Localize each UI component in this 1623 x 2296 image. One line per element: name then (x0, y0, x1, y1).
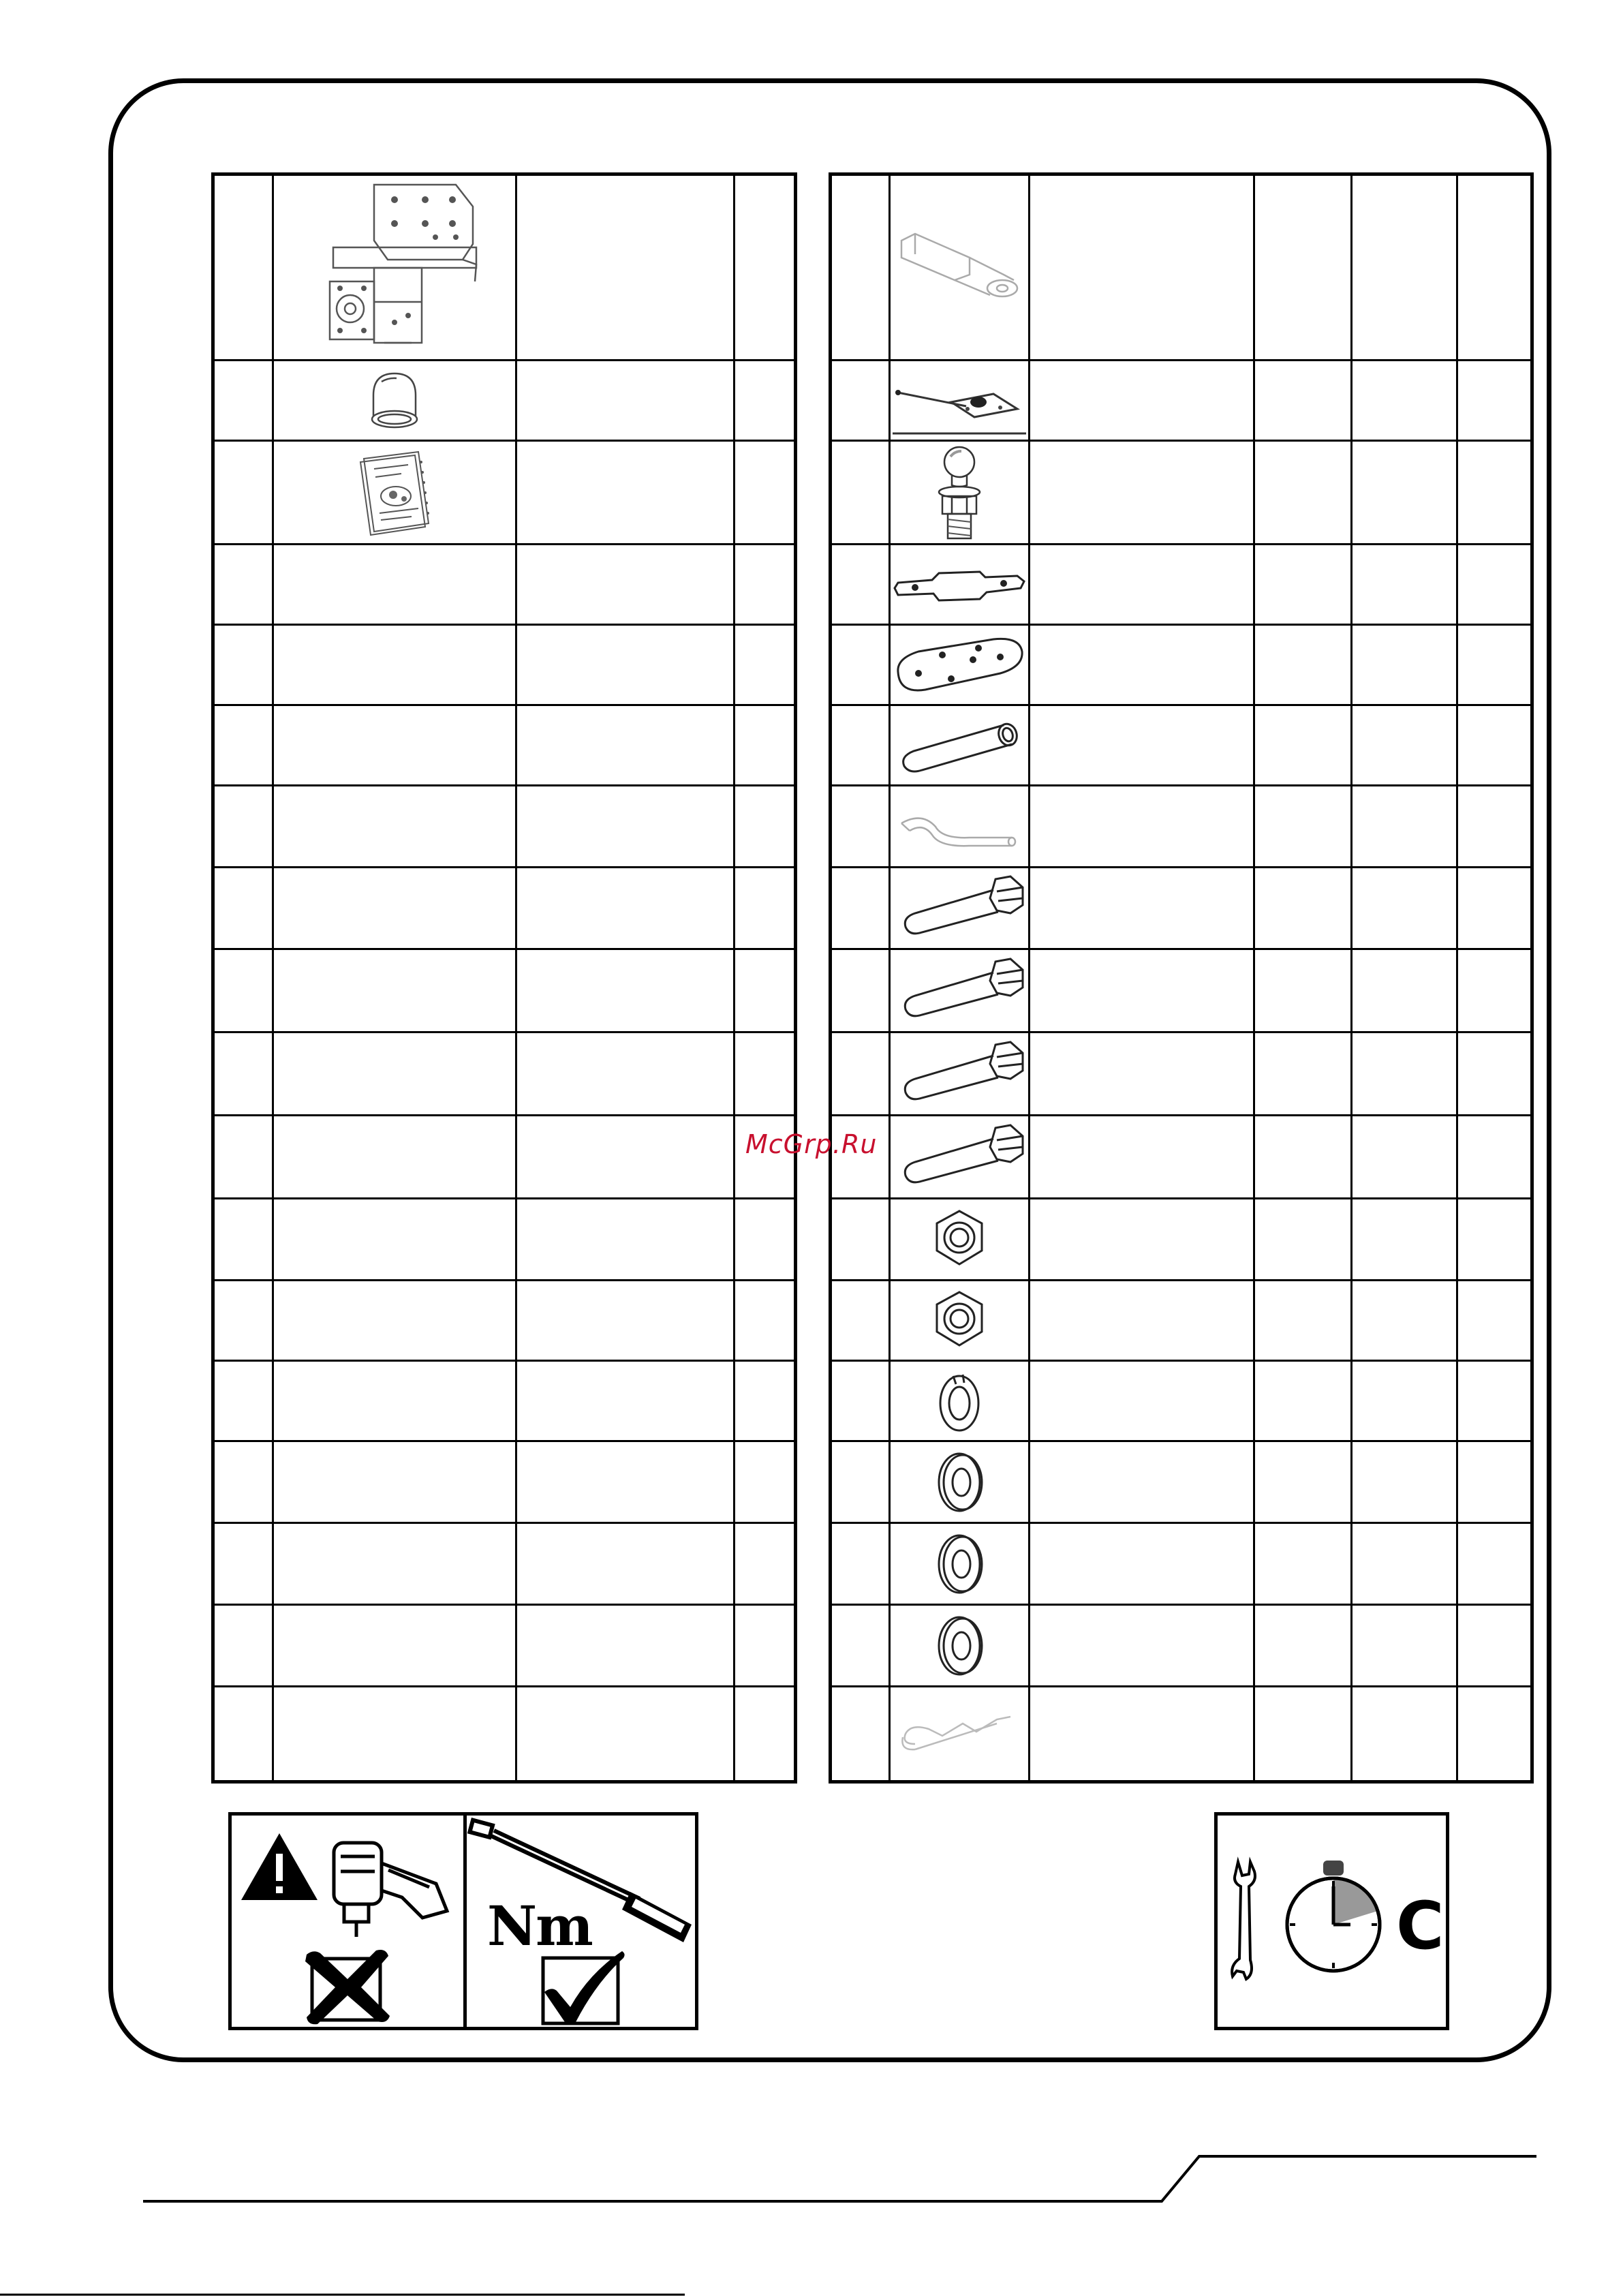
part-description-cell (516, 174, 735, 361)
table-cell (516, 1361, 735, 1441)
table-cell (1254, 949, 1352, 1032)
table-cell (1030, 441, 1254, 545)
table-cell (1457, 1441, 1532, 1523)
warning-triangle-icon (238, 1829, 320, 1904)
table-cell (516, 1523, 735, 1605)
table-cell (273, 625, 516, 705)
table-cell (831, 625, 890, 705)
part-number-cell (831, 174, 890, 361)
spanner-icon (1223, 1856, 1264, 1986)
table-cell (1457, 545, 1532, 625)
tow-ball-icon (922, 443, 997, 542)
table-cell (1030, 868, 1254, 949)
table-cell (273, 1032, 516, 1116)
table-cell (1457, 174, 1532, 361)
lock-nut-icon (929, 1206, 990, 1274)
table-cell (213, 949, 273, 1032)
table-cell (1254, 1605, 1352, 1687)
table-cell (1030, 705, 1254, 786)
table-cell (735, 949, 796, 1032)
table-cell (1457, 625, 1532, 705)
table-cell (831, 1199, 890, 1281)
fitting-time-code: C (1396, 1888, 1444, 1964)
reinforcement-plate-icon (891, 631, 1027, 699)
part-image-cell (890, 949, 1030, 1032)
table-cell (213, 1523, 273, 1605)
table-cell (273, 1281, 516, 1361)
table-cell (735, 1605, 796, 1687)
part-image-cell (890, 1687, 1030, 1782)
table-cell (273, 949, 516, 1032)
table-cell (213, 1605, 273, 1687)
table-cell (1352, 949, 1457, 1032)
table-cell (1457, 1032, 1532, 1116)
instruction-manual-icon (354, 448, 435, 537)
part-description-cell (516, 441, 735, 545)
table-cell (1254, 174, 1352, 361)
table-cell (735, 786, 796, 868)
table-cell (1457, 786, 1532, 868)
table-cell (735, 1032, 796, 1116)
table-cell (735, 1441, 796, 1523)
table-cell (273, 1605, 516, 1687)
table-cell (516, 1116, 735, 1199)
table-row (213, 174, 796, 361)
table-cell (273, 1441, 516, 1523)
table-row (831, 625, 1532, 705)
table-cell (516, 786, 735, 868)
table-cell (273, 1687, 516, 1782)
part-image-cell (890, 1116, 1030, 1199)
table-cell (735, 1361, 796, 1441)
table-cell (1254, 1361, 1352, 1441)
table-row (213, 1032, 796, 1116)
part-description-cell (516, 361, 735, 441)
stopwatch-icon (1282, 1856, 1385, 1979)
table-cell (735, 1523, 796, 1605)
part-image-cell (890, 868, 1030, 949)
table-cell (516, 1605, 735, 1687)
footer-rule (0, 2140, 1623, 2296)
table-cell (1254, 786, 1352, 868)
part-image-cell (890, 1281, 1030, 1361)
table-cell (213, 1441, 273, 1523)
table-cell (1030, 1199, 1254, 1281)
table-cell (831, 1605, 890, 1687)
table-cell (273, 1116, 516, 1199)
flat-washer-icon (929, 1608, 990, 1683)
parts-table-right (829, 172, 1534, 1784)
table-cell (831, 361, 890, 441)
table-row (831, 1032, 1532, 1116)
table-cell (831, 949, 890, 1032)
table-cell (735, 868, 796, 949)
table-cell (831, 786, 890, 868)
table-cell (1254, 1523, 1352, 1605)
part-image-cell (890, 174, 1030, 361)
impact-wrench-panel (232, 1816, 463, 2027)
table-cell (1254, 1116, 1352, 1199)
table-cell (1030, 1605, 1254, 1687)
impact-wrench-icon (313, 1822, 457, 1938)
bent-tube-icon (895, 799, 1024, 854)
tow-bar-frame-icon (292, 179, 497, 356)
table-cell (1457, 1605, 1532, 1687)
table-row (831, 545, 1532, 625)
table-cell (1254, 1199, 1352, 1281)
part-image-cell (890, 1361, 1030, 1441)
part-image-cell (273, 361, 516, 441)
table-cell (831, 1523, 890, 1605)
part-image-cell (890, 1605, 1030, 1687)
table-cell (213, 786, 273, 868)
table-cell (516, 1687, 735, 1782)
hex-bolt-icon (895, 1037, 1024, 1112)
watermark: McGrp.Ru (745, 1129, 878, 1159)
part-image-cell (890, 1032, 1030, 1116)
table-cell (1030, 545, 1254, 625)
table-cell (1030, 1523, 1254, 1605)
table-cell (1254, 545, 1352, 625)
spacer-plate-icon (891, 554, 1027, 615)
table-row (213, 705, 796, 786)
table-row (213, 625, 796, 705)
table-cell (1030, 1281, 1254, 1361)
lock-nut-icon (929, 1287, 990, 1355)
table-cell (516, 1441, 735, 1523)
table-cell (1457, 705, 1532, 786)
table-row (831, 441, 1532, 545)
table-cell (516, 1199, 735, 1281)
table-row (213, 1361, 796, 1441)
part-image-cell (890, 1441, 1030, 1523)
table-cell (1352, 1281, 1457, 1361)
table-cell (213, 625, 273, 705)
table-cell (1030, 361, 1254, 441)
table-cell (1352, 1032, 1457, 1116)
table-cell (516, 1281, 735, 1361)
part-image-cell (890, 441, 1030, 545)
table-row (831, 705, 1532, 786)
part-image-cell (273, 441, 516, 545)
parts-table-left (211, 172, 797, 1784)
table-cell (831, 868, 890, 949)
part-number-cell (213, 441, 273, 545)
spacer-tube-icon (895, 711, 1024, 780)
fitting-time-box (1214, 1812, 1449, 2030)
flat-washer-icon (929, 1527, 990, 1602)
table-cell (1254, 441, 1352, 545)
table-row (213, 949, 796, 1032)
part-image-cell (890, 545, 1030, 625)
part-image-cell (273, 174, 516, 361)
table-cell (1352, 441, 1457, 545)
part-quantity-cell (735, 174, 796, 361)
part-image-cell (890, 1523, 1030, 1605)
table-cell (735, 1687, 796, 1782)
table-row (213, 1523, 796, 1605)
hex-bolt-icon (895, 953, 1024, 1028)
table-cell (1352, 868, 1457, 949)
table-cell (831, 705, 890, 786)
part-image-cell (890, 786, 1030, 868)
table-cell (516, 705, 735, 786)
table-row (213, 545, 796, 625)
table-row (831, 1116, 1532, 1199)
table-cell (1254, 1441, 1352, 1523)
part-image-cell (890, 361, 1030, 441)
table-cell (273, 1523, 516, 1605)
table-cell (1030, 1441, 1254, 1523)
table-cell (831, 441, 890, 545)
table-cell (273, 545, 516, 625)
table-cell (1457, 1361, 1532, 1441)
table-cell (735, 625, 796, 705)
table-cell (1254, 1687, 1352, 1782)
table-cell (1254, 868, 1352, 949)
table-cell (213, 868, 273, 949)
table-cell (1030, 1032, 1254, 1116)
table-cell (1457, 361, 1532, 441)
table-cell (516, 625, 735, 705)
table-cell (1352, 1441, 1457, 1523)
part-quantity-cell (735, 441, 796, 545)
table-cell (213, 1199, 273, 1281)
table-cell (1030, 625, 1254, 705)
table-cell (735, 545, 796, 625)
table-cell (213, 1032, 273, 1116)
table-row (213, 1281, 796, 1361)
table-cell (1457, 1281, 1532, 1361)
r-clip-icon (895, 1703, 1024, 1764)
table-cell (1030, 1361, 1254, 1441)
part-image-cell (890, 705, 1030, 786)
electrical-socket-plate-icon (891, 367, 1027, 435)
table-cell (1030, 949, 1254, 1032)
table-cell (1457, 441, 1532, 545)
table-cell (273, 1361, 516, 1441)
table-cell (831, 1281, 890, 1361)
table-cell (1352, 1687, 1457, 1782)
table-cell (1254, 1281, 1352, 1361)
part-quantity-cell (735, 361, 796, 441)
table-cell (516, 949, 735, 1032)
table-row (831, 1361, 1532, 1441)
ball-cover-icon (364, 368, 425, 433)
table-row (213, 441, 796, 545)
table-row (831, 868, 1532, 949)
table-cell (1457, 868, 1532, 949)
table-cell (1352, 1361, 1457, 1441)
table-cell (273, 786, 516, 868)
table-cell (1352, 361, 1457, 441)
torque-unit-label: Nm (487, 1894, 592, 1958)
table-cell (1352, 705, 1457, 786)
torque-warning-box (228, 1812, 698, 2030)
hex-bolt-icon (895, 1120, 1024, 1195)
table-row (213, 1441, 796, 1523)
table-cell (516, 868, 735, 949)
table-row (831, 786, 1532, 868)
table-row (831, 1523, 1532, 1605)
table-cell (1254, 361, 1352, 441)
table-row (213, 1116, 796, 1199)
table-cell (1352, 545, 1457, 625)
table-cell (213, 545, 273, 625)
table-cell (213, 1687, 273, 1782)
table-row (831, 949, 1532, 1032)
table-cell (1352, 1523, 1457, 1605)
table-cell (516, 1032, 735, 1116)
table-cell (213, 705, 273, 786)
table-cell (1352, 1605, 1457, 1687)
table-cell (1352, 1116, 1457, 1199)
torque-wrench-panel (463, 1816, 695, 2027)
table-cell (213, 1361, 273, 1441)
table-cell (1030, 1687, 1254, 1782)
table-cell (1352, 1199, 1457, 1281)
table-cell (831, 545, 890, 625)
table-cell (1457, 1116, 1532, 1199)
table-cell (273, 1199, 516, 1281)
table-cell (1352, 174, 1457, 361)
table-cell (1254, 1032, 1352, 1116)
table-row (213, 361, 796, 441)
table-cell (213, 1281, 273, 1361)
table-cell (1254, 705, 1352, 786)
table-cell (1457, 1687, 1532, 1782)
table-cell (831, 1032, 890, 1116)
part-number-cell (213, 361, 273, 441)
mounting-bracket-icon (895, 227, 1024, 309)
table-cell (831, 1441, 890, 1523)
table-cell (1457, 1523, 1532, 1605)
table-row (831, 174, 1532, 361)
table-cell (273, 705, 516, 786)
table-row (831, 1441, 1532, 1523)
table-row (213, 786, 796, 868)
table-cell (213, 1116, 273, 1199)
x-mark-icon (300, 1945, 395, 2027)
table-cell (1030, 786, 1254, 868)
table-row (831, 1687, 1532, 1782)
table-cell (1352, 625, 1457, 705)
table-cell (831, 1687, 890, 1782)
table-row (831, 1281, 1532, 1361)
table-cell (1352, 786, 1457, 868)
part-number-cell (213, 174, 273, 361)
table-cell (831, 1361, 890, 1441)
table-cell (273, 868, 516, 949)
table-row (213, 868, 796, 949)
spring-washer-icon (929, 1364, 990, 1439)
table-row (213, 1199, 796, 1281)
hex-bolt-icon (895, 871, 1024, 946)
table-cell (1457, 949, 1532, 1032)
table-row (831, 361, 1532, 441)
table-cell (1030, 1116, 1254, 1199)
flat-washer-icon (929, 1445, 990, 1520)
table-row (213, 1605, 796, 1687)
table-cell (735, 1281, 796, 1361)
table-cell (735, 705, 796, 786)
table-cell (1254, 625, 1352, 705)
table-cell (516, 545, 735, 625)
table-row (831, 1605, 1532, 1687)
table-cell (1457, 1199, 1532, 1281)
table-cell (1030, 174, 1254, 361)
table-row (213, 1687, 796, 1782)
part-image-cell (890, 625, 1030, 705)
table-row (831, 1199, 1532, 1281)
part-image-cell (890, 1199, 1030, 1281)
check-mark-icon (535, 1948, 630, 2029)
table-cell (735, 1199, 796, 1281)
